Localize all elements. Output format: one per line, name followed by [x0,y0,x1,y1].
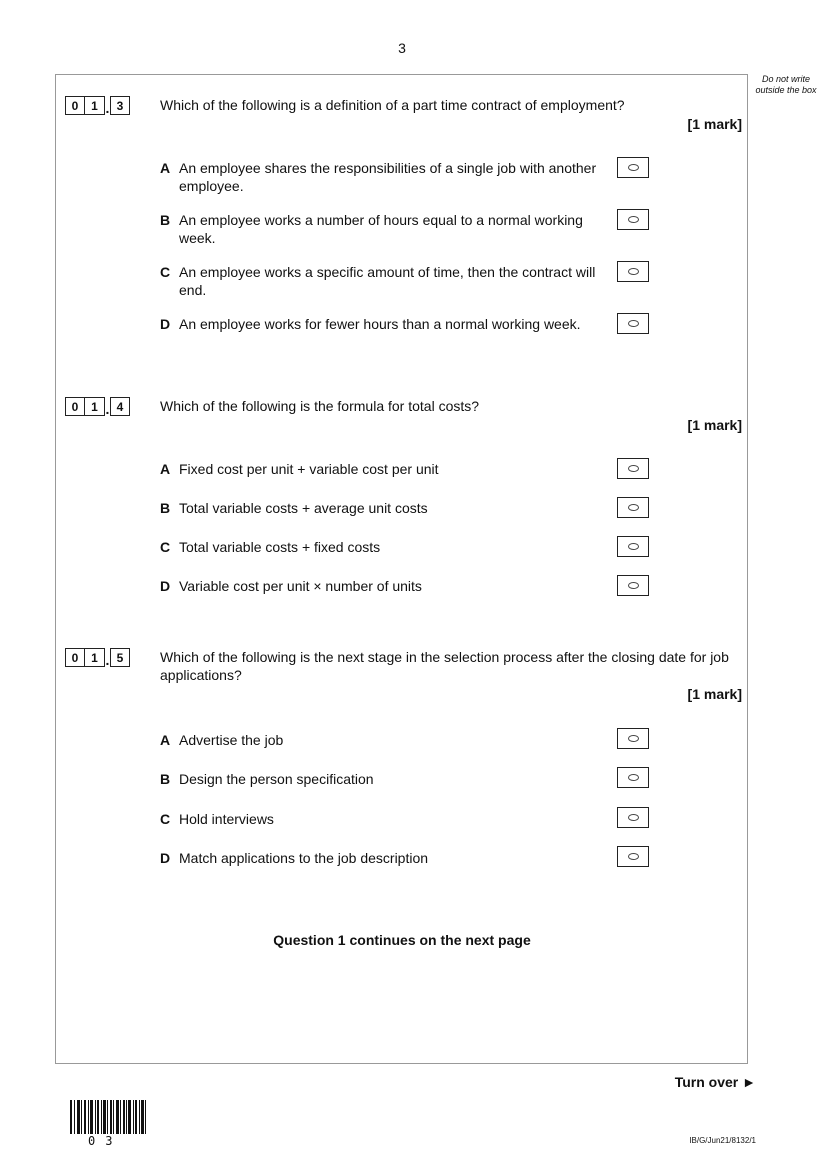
question-marks: [1 mark] [687,417,742,433]
option-c [160,263,612,299]
question-number [65,395,130,416]
question-digit: 1 [85,96,105,115]
option-letter: D [160,578,171,594]
question-dot: . [105,401,110,417]
option-b [160,499,612,517]
option-a [160,731,612,749]
option-letter: B [160,212,171,228]
question-subdigit: 4 [110,397,130,416]
question-digit: 1 [85,397,105,416]
option-text: Variable cost per unit × number of units [179,578,422,594]
paper-reference: IB/G/Jun21/8132/1 [689,1136,756,1145]
lozenge-oval-icon [628,814,639,821]
option-letter: D [160,850,171,866]
option-letter: D [160,316,171,332]
question-subdigit: 3 [110,96,130,115]
option-text: An employee works a number of hours equal to a normal working week. [179,212,583,246]
answer-lozenge[interactable] [617,767,649,788]
question-text: Which of the following is the formula for total costs? [160,398,480,414]
answer-lozenge[interactable] [617,846,649,867]
lozenge-oval-icon [628,735,639,742]
continues-note: Question 1 continues on the next page [273,932,531,948]
option-letter: C [160,264,171,280]
answer-lozenge[interactable] [617,807,649,828]
option-text: Total variable costs + fixed costs [179,539,381,555]
option-a [160,159,612,195]
option-a [160,460,612,478]
option-letter: A [160,732,171,748]
lozenge-oval-icon [628,320,639,327]
question-number [65,94,130,115]
question-digit: 0 [65,648,85,667]
answer-lozenge[interactable] [617,261,649,282]
question-text: Which of the following is the next stage in the selection process after the closing date for job applications? [160,649,729,683]
lozenge-oval-icon [628,774,639,781]
option-text: Design the person specification [179,771,374,787]
answer-lozenge[interactable] [617,157,649,178]
answer-lozenge[interactable] [617,536,649,557]
lozenge-oval-icon [628,268,639,275]
question-number [65,646,130,667]
option-text: An employee shares the responsibilities of a single job with another employee. [179,160,597,194]
margin-note: Do not write outside the box [755,74,817,95]
answer-lozenge[interactable] [617,209,649,230]
lozenge-oval-icon [628,853,639,860]
question-digit: 1 [85,648,105,667]
question-digit: 0 [65,397,85,416]
option-letter: C [160,811,171,827]
barcode-icon [70,1100,146,1134]
option-letter: A [160,160,171,176]
option-letter: B [160,500,171,516]
option-text: Match applications to the job description [179,850,429,866]
lozenge-oval-icon [628,504,639,511]
question-marks: [1 mark] [687,116,742,132]
option-text: Advertise the job [179,732,284,748]
answer-lozenge[interactable] [617,458,649,479]
question-subdigit: 5 [110,648,130,667]
question-digit: 0 [65,96,85,115]
option-b [160,770,612,788]
barcode-number: 03 [88,1134,123,1148]
answer-lozenge[interactable] [617,497,649,518]
turn-over: Turn over ► [674,1074,756,1090]
option-d [160,577,612,595]
option-text: Hold interviews [179,811,274,827]
question-dot: . [105,652,110,668]
option-b [160,211,612,247]
lozenge-oval-icon [628,164,639,171]
option-text: Fixed cost per unit + variable cost per unit [179,461,439,477]
answer-lozenge[interactable] [617,313,649,334]
question-text: Which of the following is a definition of a part time contract of employment? [160,97,625,113]
option-d [160,315,612,333]
question-marks: [1 mark] [687,686,742,702]
answer-lozenge[interactable] [617,575,649,596]
lozenge-oval-icon [628,582,639,589]
option-d [160,849,612,867]
lozenge-oval-icon [628,543,639,550]
question-dot: . [105,100,110,116]
option-c [160,810,612,828]
page-number: 3 [398,40,406,56]
option-letter: A [160,461,171,477]
option-text: An employee works for fewer hours than a normal working week. [179,316,581,332]
option-letter: B [160,771,171,787]
lozenge-oval-icon [628,465,639,472]
option-c [160,538,612,556]
answer-lozenge[interactable] [617,728,649,749]
option-text: An employee works a specific amount of time, then the contract will end. [179,264,596,298]
lozenge-oval-icon [628,216,639,223]
option-text: Total variable costs + average unit costs [179,500,428,516]
option-letter: C [160,539,171,555]
